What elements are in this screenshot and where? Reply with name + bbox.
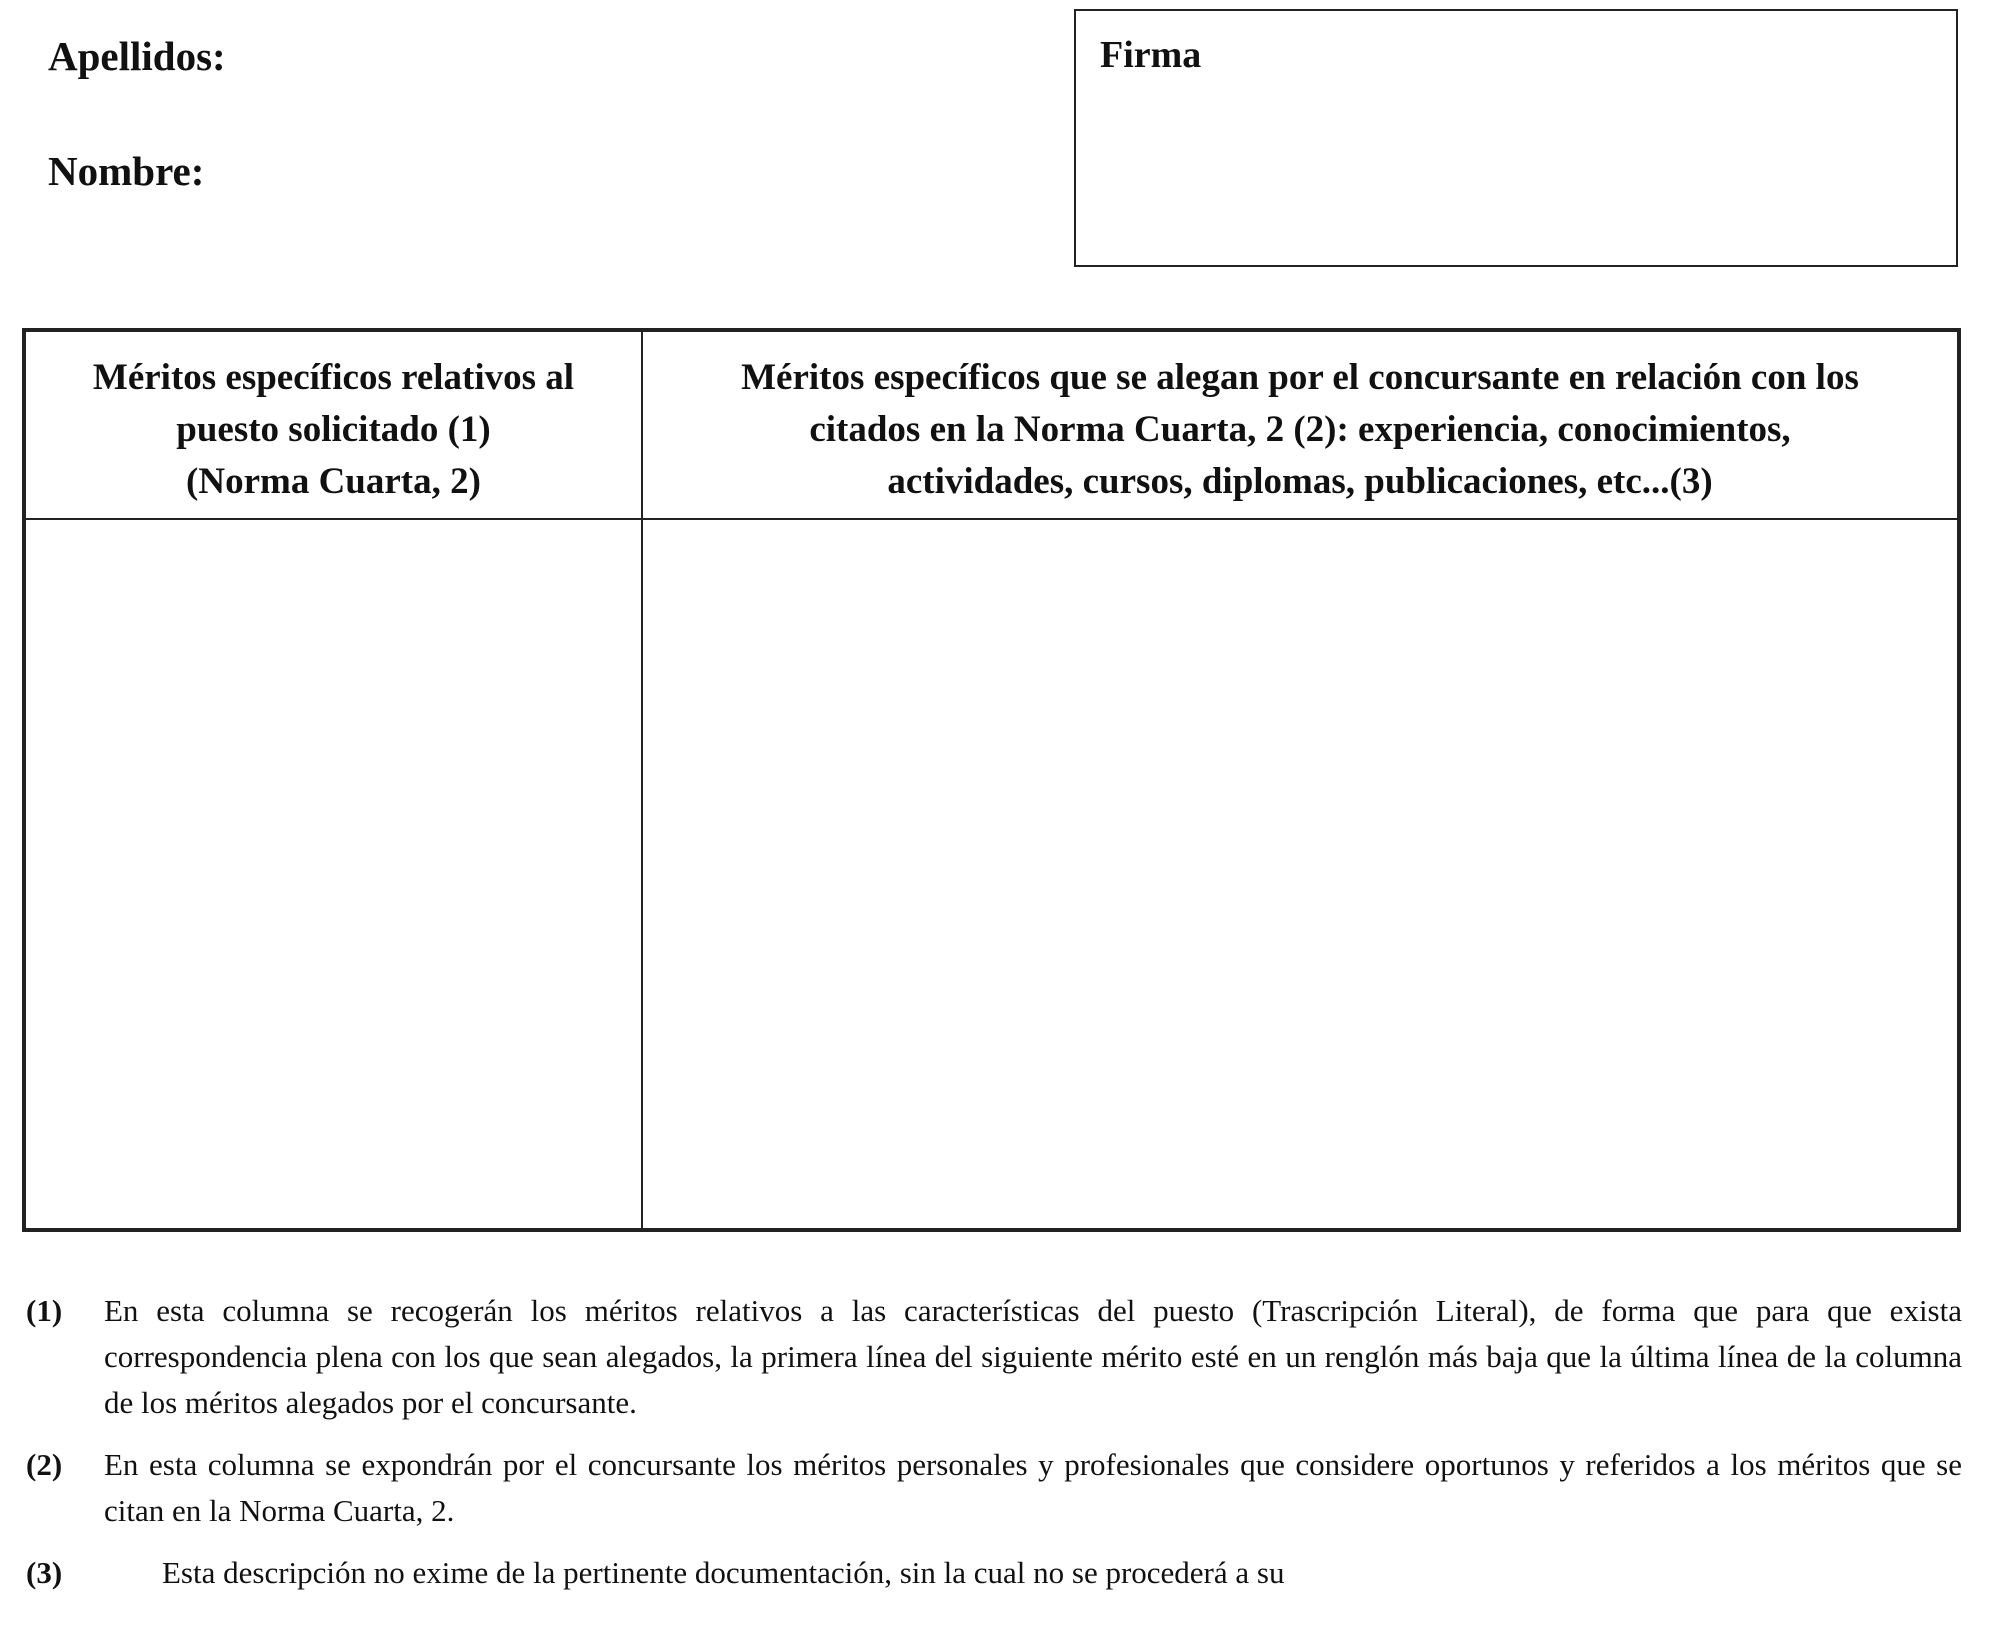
header-line: (Norma Cuarta, 2) xyxy=(186,461,481,502)
header-cell-meritos-puesto xyxy=(26,352,641,508)
firma-label: Firma xyxy=(1100,34,1202,76)
header-line: Méritos específicos que se alegan por el concursante en relación con los xyxy=(741,357,1859,398)
footnote-text: En esta columna se expondrán por el concursante los méritos personales y profesionales que considere oportunos y referidos a los méritos que se citan en la Norma Cuarta, 2. xyxy=(104,1447,1962,1528)
footnote-text: Esta descripción no exime de la pertinente documentación, sin la cual no se procederá a su xyxy=(162,1555,1285,1590)
footnote-2 xyxy=(26,1442,1962,1534)
nombre-label: Nombre: xyxy=(48,148,205,194)
header-cell-meritos-alegados xyxy=(643,352,1957,508)
footnote-number: (3) xyxy=(26,1555,63,1590)
footnote-text: En esta columna se recogerán los méritos relativos a las características del puesto (Trascripción Literal), de forma que para que exista correspondencia plena con los que sean alegados, la primera línea del siguiente mérito esté en un renglón más baja que la última línea de la columna de los méritos alegados por el concursante. xyxy=(104,1293,1962,1420)
footnote-1 xyxy=(26,1288,1962,1426)
merits-table xyxy=(22,328,1961,1232)
footnote-3 xyxy=(26,1550,1962,1596)
footnote-number: (2) xyxy=(26,1447,63,1482)
apellidos-label: Apellidos: xyxy=(48,33,226,79)
footnote-number: (1) xyxy=(26,1293,63,1328)
body-cell-meritos-puesto[interactable] xyxy=(26,520,641,1228)
header-line: citados en la Norma Cuarta, 2 (2): experiencia, conocimientos, xyxy=(809,409,1791,450)
body-cell-meritos-alegados[interactable] xyxy=(643,520,1957,1228)
footnotes xyxy=(26,1288,1962,1612)
header-line: actividades, cursos, diplomas, publicaciones, etc...(3) xyxy=(887,461,1713,502)
firma-box[interactable] xyxy=(1074,9,1958,267)
header-line: puesto solicitado (1) xyxy=(176,409,491,450)
header-line: Méritos específicos relativos al xyxy=(92,357,575,398)
